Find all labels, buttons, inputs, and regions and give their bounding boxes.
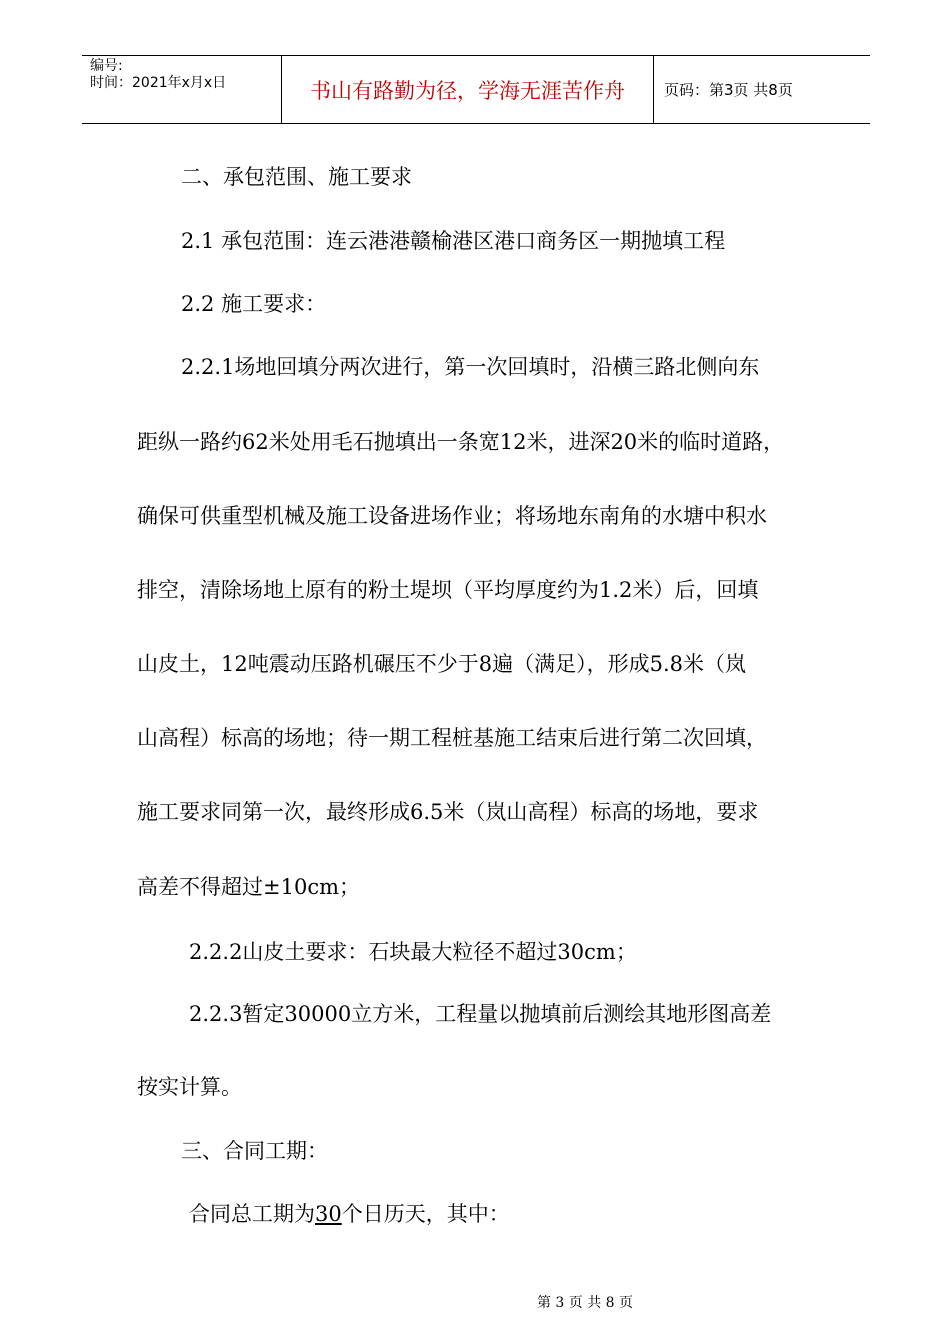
section-heading-scope: 二、承包范围、施工要求: [181, 165, 412, 189]
paragraph-line: 施工要求同第一次，最终形成6.5米（岚山高程）标高的场地，要求: [137, 800, 759, 824]
paragraph-line: 2.2 施工要求：: [181, 292, 327, 316]
paragraph-line: 确保可供重型机械及施工设备进场作业；将场地东南角的水塘中积水: [137, 504, 767, 528]
contract-period-line: [189, 1200, 510, 1228]
page-header: [82, 55, 870, 124]
period-prefix: 合同总工期为: [189, 1202, 315, 1226]
header-meta: [82, 56, 282, 123]
section-heading-period: 三、合同工期：: [181, 1139, 328, 1163]
paragraph-line: 2.2.2山皮土要求：石块最大粒径不超过30cm；: [189, 940, 637, 964]
header-motto: 书山有路勤为径，学海无涯苦作舟: [282, 56, 654, 123]
document-number-label: 编号:: [90, 58, 123, 74]
paragraph-line: 2.2.3暂定30000立方米，工程量以抛填前后测绘其地形图高差: [189, 1002, 772, 1026]
period-days: 30: [315, 1202, 342, 1226]
paragraph-line: 排空，清除场地上原有的粉土堤坝（平均厚度约为1.2米）后，回填: [137, 578, 759, 602]
paragraph-line: 山皮土，12吨震动压路机碾压不少于8遍（满足），形成5.8米（岚: [137, 652, 746, 676]
paragraph-line: 2.1 承包范围：连云港港赣榆港区港口商务区一期抛填工程: [181, 229, 726, 253]
paragraph-line: 山高程）标高的场地；待一期工程桩基施工结束后进行第二次回填，: [137, 726, 767, 750]
header-page-info: 页码：第3页 共8页: [664, 81, 793, 99]
document-time-label: 时间：2021年x月x日: [90, 75, 227, 91]
paragraph-line: 2.2.1场地回填分两次进行，第一次回填时，沿横三路北侧向东: [181, 355, 760, 379]
page-footer: 第 3 页 共 8 页: [536, 1295, 634, 1311]
period-suffix: 个日历天，其中：: [341, 1202, 510, 1226]
paragraph-line: 按实计算。: [137, 1075, 242, 1099]
paragraph-line: 高差不得超过±10cm；: [137, 875, 360, 899]
paragraph-line: 距纵一路约62米处用毛石抛填出一条宽12米，进深20米的临时道路，: [137, 430, 785, 454]
